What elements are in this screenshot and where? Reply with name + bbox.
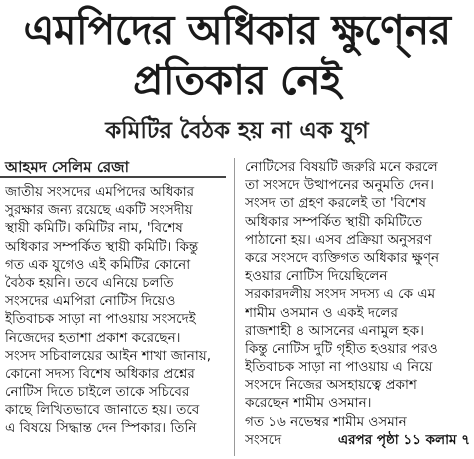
text-line: কিন্তু নোটিস দুটি গৃহীত হওয়ার পরও [245, 340, 438, 357]
byline: আহমদ সেলিম রেজা [5, 158, 129, 176]
text-line: স্থায়ী কমিটি। কমিটির নাম, 'বিশেষ [5, 220, 183, 237]
text-line: জাতীয় সংসদের এমপিদের অধিকার [5, 184, 195, 200]
text-line: সংসদ সচিবালয়ের আইন শাখা জানায়, [5, 347, 211, 364]
continuation-jump[interactable]: এরপর পৃষ্ঠা ১১ কলাম ৭ [337, 431, 470, 448]
text-line: অধিকার সম্পর্কিত স্থায়ী কমিটি। কিন্তু [5, 238, 199, 255]
text-line: গত এক যুগেও এই কমিটির কোনো [5, 256, 191, 273]
headline-line-2: প্রতিকার নেই [133, 56, 341, 104]
text-line: এ বিষয়ে সিদ্ধান্ত দেন স্পিকার। তিনি [5, 420, 197, 437]
text-line: কোনো সদস্য বিশেষ অধিকার প্রশ্নের [5, 365, 195, 382]
subheadline: কমিটির বৈঠক হয় না এক যুগ [105, 118, 369, 144]
text-line: ইতিবাচক সাড়া না পাওয়ায় সংসদেই [5, 311, 196, 328]
text-line: সুরক্ষার জন্য রয়েছে একটি সংসদীয় [5, 202, 193, 219]
text-line: নোটিসের বিষয়টি জরুরি মনে করলে [245, 159, 438, 175]
article-column-2 [245, 158, 470, 456]
text-line: নোটিস দিতে চাইলে তাকে সচিবের [5, 384, 190, 401]
text-line-end: সংসদে [245, 431, 282, 448]
text-line: সংসদের এমপিরা নোটিস দিয়েও [5, 293, 176, 310]
text-line: রাজশাহী ৪ আসনের এনামুল হক। [245, 322, 424, 339]
text-line: গত ১৬ নভেম্বর শামীম ওসমান [245, 413, 407, 430]
article-column-1 [5, 183, 225, 455]
text-line: শামীম ওসমান ও একই দলের [245, 304, 398, 321]
text-line: পাঠানো হয়। এসব প্রক্রিয়া অনুসরণ [245, 231, 432, 248]
text-line: সংসদ তা গ্রহণ করলেই তা 'বিশেষ [245, 195, 426, 212]
text-line: সংসদে নিজের অসহায়ত্বে প্রকাশ [245, 377, 417, 394]
text-line: নিজেদের হতাশা প্রকাশ করেছেন। [5, 329, 181, 346]
text-line: ইতিবাচক সাড়া না পাওয়ায় এ নিয়ে [245, 359, 433, 376]
headline-line-1: এমপিদের অধিকার ক্ষুণ্নের [23, 6, 451, 54]
text-line: তা সংসদে উত্থাপনের অনুমতি দেন। [245, 177, 434, 194]
text-line: করেছেন শামীম ওসমান। [245, 395, 372, 412]
text-line: বৈঠক হয়নি। তবে এনিয়ে চলতি [5, 274, 174, 291]
text-line: হওয়ার নোটিস দিয়েছিলেন [245, 268, 388, 285]
final-line [245, 431, 470, 449]
text-line: অধিকার সম্পর্কিত স্থায়ী কমিটিতে [245, 213, 423, 230]
byline-rule [0, 176, 226, 178]
column-divider [234, 158, 235, 456]
text-line: করে সংসদে ব্যক্তিগত অধিকার ক্ষুণ্ন [245, 249, 440, 266]
text-line: কাছে লিখিতভাবে জানাতে হয়। তবে [5, 402, 200, 419]
text-line: সরকারদলীয় সংসদ সদস্য এ কে এম [245, 286, 436, 303]
